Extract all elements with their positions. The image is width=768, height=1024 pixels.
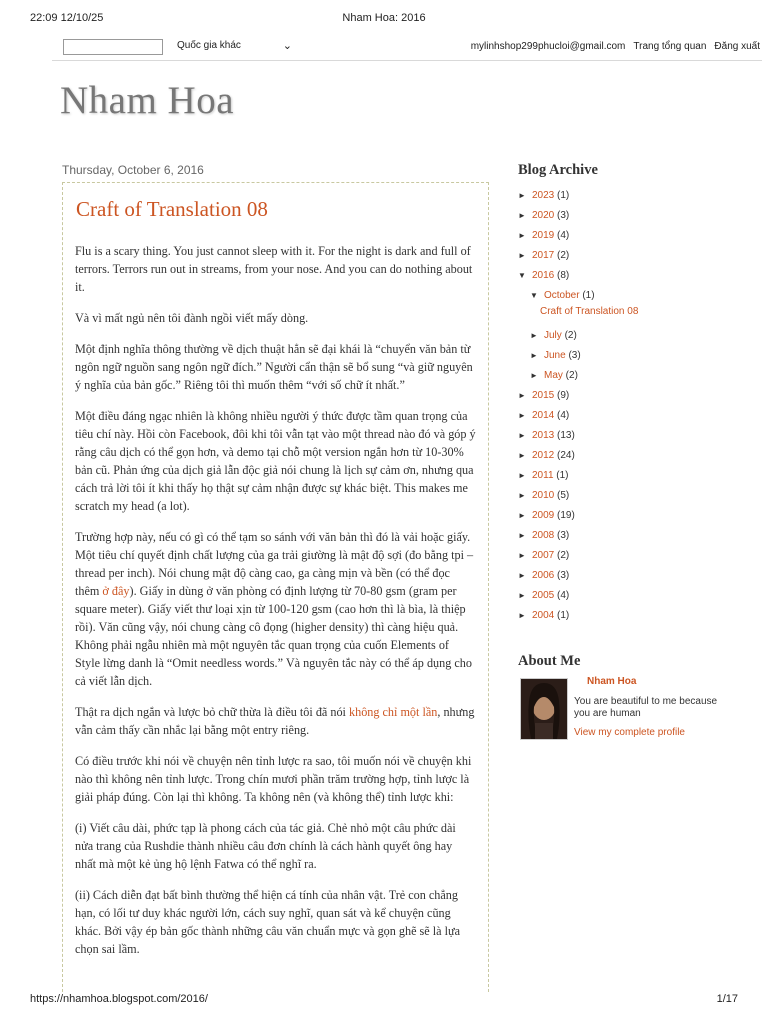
archive-year-2007 (518, 549, 748, 569)
archive-count: (2) (554, 550, 570, 561)
about-heading: About Me (518, 653, 581, 669)
archive-count: (2) (561, 330, 577, 341)
archive-count: (4) (554, 410, 570, 421)
archive-count: (1) (554, 190, 570, 201)
archive-year-2010 (518, 489, 748, 509)
archive-year-2016 (518, 269, 748, 289)
archive-list (518, 189, 748, 629)
triangle-right-icon[interactable]: ► (518, 451, 526, 460)
archive-link[interactable]: October (544, 290, 580, 301)
triangle-right-icon[interactable]: ► (518, 531, 526, 540)
post-body (75, 242, 476, 958)
paragraph: Thật ra dịch ngắn và lược bỏ chữ thừa là điều tôi đã nói không chỉ một lần, nhưng vẫn cảm thấy cần nhắc lại bằng một entry riêng. (75, 705, 475, 737)
print-timestamp: 22:09 12/10/25 (30, 12, 104, 24)
country-select-label: Quốc gia khác (177, 40, 241, 51)
archive-month-june (518, 349, 748, 369)
avatar[interactable] (520, 678, 568, 740)
blogger-navbar (55, 37, 760, 59)
paragraph: Flu is a scary thing. You just cannot sleep with it. For the night is dark and full of terrors. Terrors run out in streams, from your nose. And you can do nothing about it. (75, 244, 473, 294)
profile-photo (521, 679, 567, 739)
archive-year-2013 (518, 429, 748, 449)
archive-count: (3) (554, 210, 570, 221)
country-select[interactable] (177, 40, 292, 56)
triangle-down-icon[interactable]: ▼ (518, 271, 526, 280)
triangle-right-icon[interactable]: ► (518, 211, 526, 220)
sidebar (518, 162, 748, 629)
search-input[interactable] (63, 39, 163, 55)
archive-heading: Blog Archive (518, 162, 598, 178)
archive-link[interactable]: 2008 (532, 530, 555, 541)
archive-count: (3) (554, 570, 570, 581)
navbar-divider (52, 60, 762, 61)
triangle-right-icon[interactable]: ► (530, 351, 538, 360)
archive-count: (4) (554, 230, 570, 241)
archive-year-2014 (518, 409, 748, 429)
about-bio: You are beautiful to me because you are human (574, 696, 718, 719)
archive-link[interactable]: 2006 (532, 570, 555, 581)
archive-year-2005 (518, 589, 748, 609)
archive-link[interactable]: 2023 (532, 190, 555, 201)
archive-year-2004 (518, 609, 748, 629)
archive-link[interactable]: 2016 (532, 270, 555, 281)
archive-month-may (518, 369, 748, 389)
archive-year-2015 (518, 389, 748, 409)
archive-count: (1) (553, 470, 569, 481)
inline-link[interactable]: ở đây (102, 584, 130, 598)
print-page-number: 1/17 (716, 993, 738, 1005)
blog-title[interactable]: Nham Hoa (60, 79, 235, 122)
triangle-right-icon[interactable]: ► (518, 391, 526, 400)
archive-count: (3) (554, 530, 570, 541)
archive-link[interactable]: May (544, 370, 563, 381)
post-title[interactable]: Craft of Translation 08 (76, 197, 268, 221)
triangle-right-icon[interactable]: ► (518, 551, 526, 560)
archive-count: (2) (562, 370, 578, 381)
archive-link[interactable]: 2009 (532, 510, 555, 521)
archive-year-2006 (518, 569, 748, 589)
archive-link[interactable]: 2015 (532, 390, 555, 401)
archive-year-2008 (518, 529, 748, 549)
paragraph: (i) Viết câu dài, phức tạp là phong cách của tác giả. Chẻ nhỏ một câu phức dài nửa trang của Rushdie thành nhiều câu đơn chính là cách hành quyết ông hay nhất mà một kẻ ủng hộ lệnh Fatwa có thể nghĩ ra. (75, 821, 456, 871)
triangle-right-icon[interactable]: ► (518, 591, 526, 600)
archive-count: (1) (554, 610, 570, 621)
triangle-down-icon[interactable]: ▼ (530, 291, 538, 300)
archive-link[interactable]: 2019 (532, 230, 555, 241)
triangle-right-icon[interactable]: ► (518, 411, 526, 420)
archive-count: (5) (554, 490, 570, 501)
inline-link[interactable]: không chỉ một lần (349, 705, 438, 719)
archive-link[interactable]: 2007 (532, 550, 555, 561)
archive-year-2023 (518, 189, 748, 209)
triangle-right-icon[interactable]: ► (518, 191, 526, 200)
print-url: https://nhamhoa.blogspot.com/2016/ (30, 993, 208, 1005)
triangle-right-icon[interactable]: ► (518, 251, 526, 260)
triangle-right-icon[interactable]: ► (518, 231, 526, 240)
archive-count: (24) (554, 450, 575, 461)
archive-count: (4) (554, 590, 570, 601)
post-date: Thursday, October 6, 2016 (62, 163, 204, 177)
archive-post-link[interactable]: Craft of Translation 08 (540, 306, 639, 317)
archive-count: (13) (554, 430, 575, 441)
archive-month-october (518, 289, 748, 329)
archive-count: (1) (579, 290, 595, 301)
triangle-right-icon[interactable]: ► (518, 571, 526, 580)
archive-link[interactable]: 2010 (532, 490, 555, 501)
archive-count: (2) (554, 250, 570, 261)
paragraph: Có điều trước khi nói về chuyện nên tỉnh lược ra sao, tôi muốn nói về chuyện khi nào thì không nên tỉnh lược. Trong chín mươi phần trăm trường hợp, tỉnh lược là giải pháp đúng. Còn lại thì không. Ta không nên (và không thể) tỉnh lược khi: (75, 754, 472, 804)
paragraph: Một điều đáng ngạc nhiên là không nhiều người ý thức được tầm quan trọng của tiêu chí này. Hồi còn Facebook, đôi khi tôi vẫn tạt vào một thread nào đó và góp ý rằng câu dịch có thể gọn hơn, và demo tại chỗ một version ngắn hơn từ 10-30% bản cũ. Phản ứng của dịch giả lẫn độc giả nói chung là lịch sự cảm ơn, nhưng qua cách trả lời tôi ít khi thấy họ thật sự cảm nhận được sự khác biệt. This makes me scratch my head (a lot). (75, 409, 476, 513)
archive-count: (3) (565, 350, 581, 361)
triangle-right-icon[interactable]: ► (530, 371, 538, 380)
triangle-right-icon[interactable]: ► (518, 471, 526, 480)
triangle-right-icon[interactable]: ► (518, 611, 526, 620)
account-email: mylinhshop299phucloi@gmail.com (470, 41, 626, 52)
archive-link[interactable]: 2013 (532, 430, 555, 441)
triangle-right-icon[interactable]: ► (530, 331, 538, 340)
archive-year-2017 (518, 249, 748, 269)
print-header (0, 0, 768, 30)
signout-link[interactable]: Đăng xuất (714, 41, 760, 52)
paragraph: Một định nghĩa thông thường về dịch thuật hẳn sẽ đại khái là “chuyển văn bản từ ngôn ngữ nguồn sang ngôn ngữ đích.” Người cẩn thận sẽ bổ sung “và giữ nguyên ý nghĩa của bản gốc.” Riêng tôi thì muốn thêm “với số chữ ít nhất.” (75, 342, 473, 392)
triangle-right-icon[interactable]: ► (518, 491, 526, 500)
archive-link[interactable]: 2011 (532, 470, 554, 481)
triangle-right-icon[interactable]: ► (518, 431, 526, 440)
post (62, 182, 489, 992)
paragraph: (ii) Cách diễn đạt bất bình thường thể hiện cá tính của nhân vật. Trẻ con chẳng hạn, có lối tư duy khác người lớn, cách suy nghĩ, quan sát và kể chuyện cũng khác. Bởi vậy ép bản gốc thành những câu văn chuẩn mực và gọn ghẽ sẽ là lựa chọn sai lầm. (75, 888, 460, 956)
archive-year-2012 (518, 449, 748, 469)
archive-year-2019 (518, 229, 748, 249)
archive-year-2020 (518, 209, 748, 229)
archive-link[interactable]: June (544, 350, 566, 361)
archive-count: (19) (554, 510, 575, 521)
archive-link[interactable]: 2017 (532, 250, 555, 261)
triangle-right-icon[interactable]: ► (518, 511, 526, 520)
archive-link[interactable]: 2014 (532, 410, 555, 421)
archive-month-july (518, 329, 748, 349)
print-title: Nham Hoa: 2016 (342, 12, 426, 24)
archive-link[interactable]: 2012 (532, 450, 555, 461)
archive-year-2011 (518, 469, 748, 489)
paragraph: Trường hợp này, nếu có gì có thể tạm so sánh với văn bản thì đó là vải hoặc giấy. Một tiêu chí quyết định chất lượng của ga trải giường là mật độ sợi (đo bằng tpi – thread per inch). Nói chung mật độ càng cao, ga càng mịn và bền (có thể đọc thêm ở đây). Giấy in dùng ở văn phòng có định lượng từ 70-80 gsm (gram per square meter). Giấy viết thư loại xịn từ 100-120 gsm (cao hơn thì là bìa, là thiệp rồi). Văn cũng vậy, nói chung càng cô đọng (higher density) thì càng hiệu quả. Không phải ngẫu nhiên mà một nguyên tắc quan trọng của cuốn Elements of Style lừng danh là “Omit needless words.” Và nguyên tắc này có thể áp dụng cho cả viết lẫn dịch. (75, 530, 474, 688)
profile-link[interactable]: View my complete profile (574, 727, 685, 738)
archive-link[interactable]: July (544, 330, 562, 341)
chevron-down-icon: ⌄ (282, 40, 292, 52)
paragraph: Và vì mất ngủ nên tôi đành ngồi viết mấy dòng. (75, 311, 309, 325)
archive-link[interactable]: 2005 (532, 590, 555, 601)
about-name[interactable]: Nham Hoa (587, 676, 637, 687)
archive-link[interactable]: 2004 (532, 610, 555, 621)
archive-count: (9) (554, 390, 570, 401)
archive-link[interactable]: 2020 (532, 210, 555, 221)
archive-count: (8) (554, 270, 570, 281)
dashboard-link[interactable]: Trang tổng quan (633, 41, 707, 52)
archive-year-2009 (518, 509, 748, 529)
